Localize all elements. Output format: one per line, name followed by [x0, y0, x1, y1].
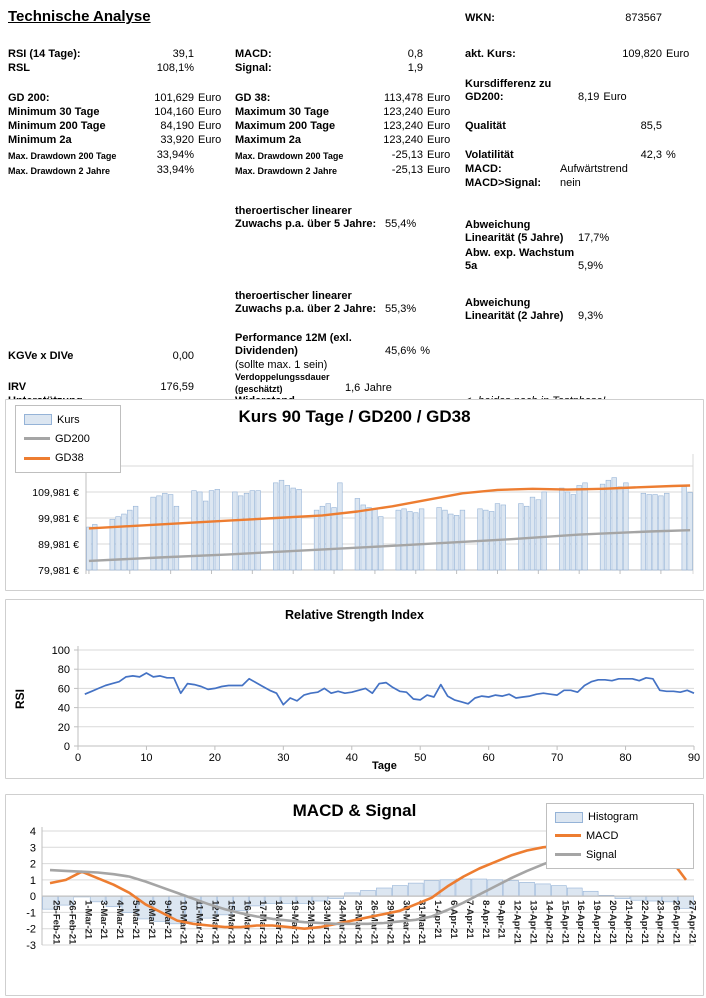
- svg-text:40: 40: [57, 702, 70, 715]
- svg-text:109,981 €: 109,981 €: [32, 487, 79, 499]
- macd-chart-legend: [546, 803, 694, 869]
- legend-item-kurs: Kurs: [24, 411, 112, 429]
- svg-text:8-Mar-21: 8-Mar-21: [145, 900, 157, 940]
- rsi-chart-canvas: [6, 600, 701, 776]
- svg-text:11-Mar-21: 11-Mar-21: [193, 900, 205, 944]
- svg-text:16-Mar-21: 16-Mar-21: [241, 900, 253, 945]
- legend-item-gd200: GD200: [24, 430, 112, 448]
- svg-text:26-Mar-21: 26-Mar-21: [368, 900, 380, 945]
- svg-text:-3: -3: [26, 940, 36, 952]
- svg-text:13-Apr-21: 13-Apr-21: [527, 900, 539, 944]
- svg-text:100: 100: [51, 645, 70, 657]
- stat-maxdd-2y-eur: Max. Drawdown 2 Jahre -25,13 Euro: [235, 164, 451, 176]
- svg-text:25-Feb-21: 25-Feb-21: [50, 900, 62, 945]
- stat-volatilitaet: Volatilität 42,3 %: [465, 149, 676, 161]
- kurs-chart-title: Kurs 90 Tage / GD200 / GD38: [238, 407, 471, 426]
- svg-text:2: 2: [29, 858, 36, 871]
- svg-text:17-Mar-21: 17-Mar-21: [257, 900, 269, 945]
- svg-text:10-Mar-21: 10-Mar-21: [177, 900, 189, 945]
- kurs-chart-legend: [15, 405, 121, 473]
- legend-item-gd38: GD38: [24, 449, 112, 467]
- svg-text:16-Apr-21: 16-Apr-21: [575, 900, 587, 944]
- stat-macd-gt-signal: MACD>Signal: nein: [465, 177, 581, 189]
- legend-item-histogram: Histogram: [555, 808, 685, 826]
- svg-text:22-Mar-21: 22-Mar-21: [304, 900, 316, 945]
- svg-text:30-Mar-21: 30-Mar-21: [400, 900, 412, 945]
- rsi-y-axis-label: RSI: [13, 688, 28, 710]
- stat-performance-12m: Performance 12M (exl. Dividenden) 45,6% %: [235, 332, 430, 357]
- svg-text:50: 50: [414, 752, 427, 764]
- svg-text:0: 0: [63, 741, 70, 753]
- stat-rsl: RSL 108,1%: [8, 62, 194, 74]
- svg-text:89,981 €: 89,981 €: [38, 539, 79, 551]
- svg-text:9-Apr-21: 9-Apr-21: [495, 900, 507, 939]
- svg-text:23-Apr-21: 23-Apr-21: [654, 900, 666, 944]
- svg-text:10: 10: [140, 752, 153, 764]
- stat-abw-lin-5y: Abweichung Linearität (5 Jahre) 17,7%: [465, 219, 610, 244]
- gd200-swatch-icon: [24, 437, 50, 440]
- svg-text:24-Mar-21: 24-Mar-21: [336, 900, 348, 945]
- svg-text:20: 20: [208, 752, 222, 764]
- stat-min-30: Minimum 30 Tage 104,160 Euro: [8, 106, 222, 118]
- stat-maxdd-200-eur: Max. Drawdown 200 Tage -25,13 Euro: [235, 149, 451, 161]
- svg-text:6-Apr-21: 6-Apr-21: [448, 900, 459, 939]
- stat-abw-lin-2y: Abweichung Linearität (2 Jahre) 9,3%: [465, 297, 604, 322]
- svg-text:15-Mar-21: 15-Mar-21: [225, 900, 237, 945]
- svg-text:79,981 €: 79,981 €: [38, 565, 79, 577]
- legend-item-signal: Signal: [555, 846, 685, 864]
- svg-text:1-Mar-21: 1-Mar-21: [82, 900, 94, 940]
- svg-text:15-Apr-21: 15-Apr-21: [559, 900, 571, 944]
- stat-min-200: Minimum 200 Tage 84,190 Euro: [8, 120, 222, 132]
- svg-text:0: 0: [29, 891, 36, 904]
- signal-swatch-icon: [555, 853, 581, 856]
- stat-irv: IRV 176,59: [8, 381, 194, 393]
- svg-text:12-Mar-21: 12-Mar-21: [209, 900, 221, 945]
- stat-maxdd-200: Max. Drawdown 200 Tage 33,94%: [8, 149, 194, 161]
- histogram-swatch-icon: [555, 812, 583, 823]
- svg-text:27-Apr-21: 27-Apr-21: [686, 900, 698, 944]
- svg-text:4-Mar-21: 4-Mar-21: [114, 900, 126, 940]
- stat-max-2a: Maximum 2a 123,240 Euro: [235, 134, 451, 146]
- svg-text:4: 4: [29, 826, 36, 838]
- stat-gd38: GD 38: 113,478 Euro: [235, 92, 451, 104]
- svg-text:-1: -1: [26, 907, 36, 920]
- page-title: Technische Analyse: [8, 8, 151, 25]
- stat-max-30: Maximum 30 Tage 123,240 Euro: [235, 106, 451, 118]
- svg-text:99,981 €: 99,981 €: [38, 513, 79, 525]
- svg-text:14-Apr-21: 14-Apr-21: [543, 900, 555, 944]
- legend-item-macd: MACD: [555, 827, 685, 845]
- rsi-chart-title: Relative Strength Index: [285, 608, 424, 622]
- svg-text:3-Mar-21: 3-Mar-21: [98, 900, 110, 940]
- svg-text:70: 70: [550, 752, 564, 764]
- macd-chart: [5, 794, 704, 996]
- svg-text:22-Apr-21: 22-Apr-21: [638, 900, 650, 944]
- svg-text:90: 90: [687, 752, 701, 764]
- rsi-x-axis-label: Tage: [372, 760, 397, 772]
- svg-text:20: 20: [57, 721, 70, 734]
- svg-text:29-Mar-21: 29-Mar-21: [384, 900, 396, 945]
- svg-text:31-Mar-21: 31-Mar-21: [416, 900, 428, 945]
- svg-text:25-Mar-21: 25-Mar-21: [352, 900, 364, 945]
- svg-text:-2: -2: [26, 923, 36, 936]
- kurs-chart: [5, 399, 704, 591]
- macd-chart-title: MACD & Signal: [292, 801, 417, 820]
- svg-text:8-Apr-21: 8-Apr-21: [479, 900, 491, 939]
- svg-text:80: 80: [619, 752, 632, 764]
- stat-macd-trend: MACD: Aufwärtstrend: [465, 163, 628, 175]
- svg-text:21-Apr-21: 21-Apr-21: [622, 900, 634, 944]
- rsi-chart: [5, 599, 704, 779]
- stat-rsi-14: RSI (14 Tage): 39,1: [8, 48, 194, 60]
- svg-text:7-Apr-21: 7-Apr-21: [463, 900, 475, 939]
- svg-text:1: 1: [29, 874, 36, 887]
- svg-text:9-Mar-21: 9-Mar-21: [161, 900, 173, 940]
- svg-text:80: 80: [57, 664, 70, 677]
- stat-akt-kurs: akt. Kurs: 109,820 Euro: [465, 48, 690, 60]
- stat-kursdifferenz: Kursdifferenz zu GD200: 8,19 Euro: [465, 78, 627, 103]
- stat-qualitaet: Qualität 85,5: [465, 120, 662, 132]
- stat-macd: MACD: 0,8: [235, 48, 423, 60]
- svg-text:60: 60: [482, 752, 495, 764]
- svg-text:12-Apr-21: 12-Apr-21: [511, 900, 523, 944]
- stat-signal: Signal: 1,9: [235, 62, 423, 74]
- stat-maxdd-2y: Max. Drawdown 2 Jahre 33,94%: [8, 164, 194, 176]
- svg-text:19-Apr-21: 19-Apr-21: [591, 900, 603, 944]
- svg-text:5-Mar-21: 5-Mar-21: [130, 900, 141, 940]
- svg-text:0: 0: [74, 752, 82, 764]
- svg-text:1-Apr-21: 1-Apr-21: [432, 900, 444, 939]
- gd38-swatch-icon: [24, 457, 50, 460]
- svg-text:18-Mar-21: 18-Mar-21: [273, 900, 285, 945]
- svg-text:19-Mar-21: 19-Mar-21: [289, 900, 300, 945]
- svg-text:40: 40: [345, 752, 358, 764]
- macd-swatch-icon: [555, 834, 581, 837]
- svg-text:3: 3: [29, 842, 36, 855]
- svg-text:20-Apr-21: 20-Apr-21: [607, 900, 618, 944]
- stat-gd200: GD 200: 101,629 Euro: [8, 92, 222, 104]
- stat-verdoppelung: Verdoppelungssdauer (geschätzt) 1,6 Jahre: [235, 372, 392, 394]
- stat-min-2a: Minimum 2a 33,920 Euro: [8, 134, 222, 146]
- stat-wkn: WKN: 873567: [465, 12, 662, 24]
- stat-abw-exp-5a: Abw. exp. Wachstum 5a 5,9%: [465, 247, 604, 272]
- stat-sollte-max-note: (sollte max. 1 sein): [235, 359, 328, 371]
- stat-kgve-dive: KGVe x DIVe 0,00: [8, 350, 194, 362]
- kurs-swatch-icon: [24, 414, 52, 425]
- svg-text:23-Mar-21: 23-Mar-21: [320, 900, 332, 945]
- stat-max-200: Maximum 200 Tage 123,240 Euro: [235, 120, 451, 132]
- svg-text:26-Feb-21: 26-Feb-21: [66, 900, 78, 945]
- stat-lin-zuwachs-2y: theroertischer linearer Zuwachs p.a. über 2 Jahre: 55,3%: [235, 290, 417, 315]
- svg-text:30: 30: [277, 752, 290, 764]
- stat-lin-zuwachs-5y: theroertischer linearer Zuwachs p.a. über 5 Jahre: 55,4%: [235, 205, 417, 230]
- svg-text:26-Apr-21: 26-Apr-21: [670, 900, 682, 944]
- svg-text:60: 60: [57, 683, 70, 696]
